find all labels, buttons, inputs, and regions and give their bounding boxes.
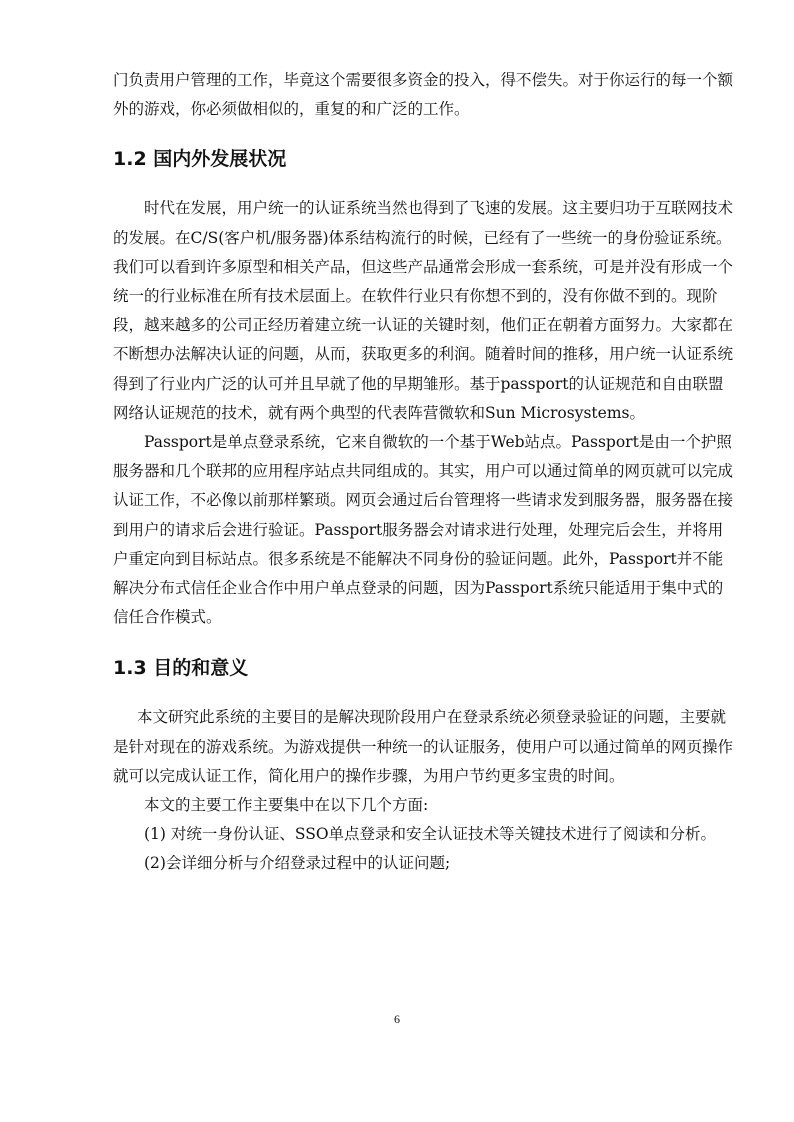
body-paragraph: Passport是单点登录系统，它来自微软的一个基于Web站点。Passport是由一个护照服务器和几个联邦的应用程序站点共同组成的。其实，用户可以通过简单的网页就可以完成认证工作，不必像以前那样繁琐。网页会通过后台管理将一些请求发到服务器，服务器在接到用户的请求后会进行验证。Passport服务器会对请求进行处理，处理完后会生，并将用户重定向到目标站点。很多系统是不能解决不同身份的验证问题。此外，Passport并不能解决分布式信任企业合作中用户单点登录的问题，因为Passport系统只能适用于集中式的信任合作模式。 xyxy=(113,433,734,627)
page-content xyxy=(113,66,733,879)
section-heading-1-2: 1.2 国内外发展状况 xyxy=(113,148,287,171)
body-paragraph: 本文研究此系统的主要目的是解决现阶段用户在登录系统必须登录验证的问题，主要就是针对现在的游戏系统。为游戏提供一种统一的认证服务，使用户可以通过简单的网页操作就可以完成认证工作，简化用户的操作步骤，为用户节约更多宝贵的时间。 xyxy=(113,708,734,785)
list-item: (2)会详细分析与介绍登录过程中的认证问题; xyxy=(144,854,451,873)
section-heading-1-3: 1.3 目的和意义 xyxy=(113,657,249,680)
body-paragraph: 时代在发展，用户统一的认证系统当然也得到了飞速的发展。这主要归功于互联网技术的发展。在C/S(客户机/服务器)体系结构流行的时候，已经有了一些统一的身份验证系统。我们可以看到许多原型和相关产品，但这些产品通常会形成一套系统，可是并没有形成一个统一的行业标准在所有技术层面上。在软件行业只有你想不到的，没有你做不到的。现阶段，越来越多的公司正经历着建立统一认证的关键时刻，他们正在朝着方面努力。大家都在不断想办法解决认证的问题，从而，获取更多的利润。随着时间的推移，用户统一认证系统得到了行业内广泛的认可并且早就了他的早期雏形。基于passport的认证规范和自由联盟网络认证规范的技术，就有两个典型的代表阵营微软和Sun Microsystems。 xyxy=(113,199,734,422)
page-number: 6 xyxy=(394,1012,400,1026)
body-paragraph: 本文的主要工作主要集中在以下几个方面: xyxy=(144,796,429,815)
intro-paragraph: 门负责用户管理的工作，毕竟这个需要很多资金的投入，得不偿失。对于你运行的每一个额外的游戏，你必须做相似的，重复的和广泛的工作。 xyxy=(113,71,734,119)
list-item: (1) 对统一身份认证、SSO单点登录和安全认证技术等关键技术进行了阅读和分析。 xyxy=(144,825,717,844)
